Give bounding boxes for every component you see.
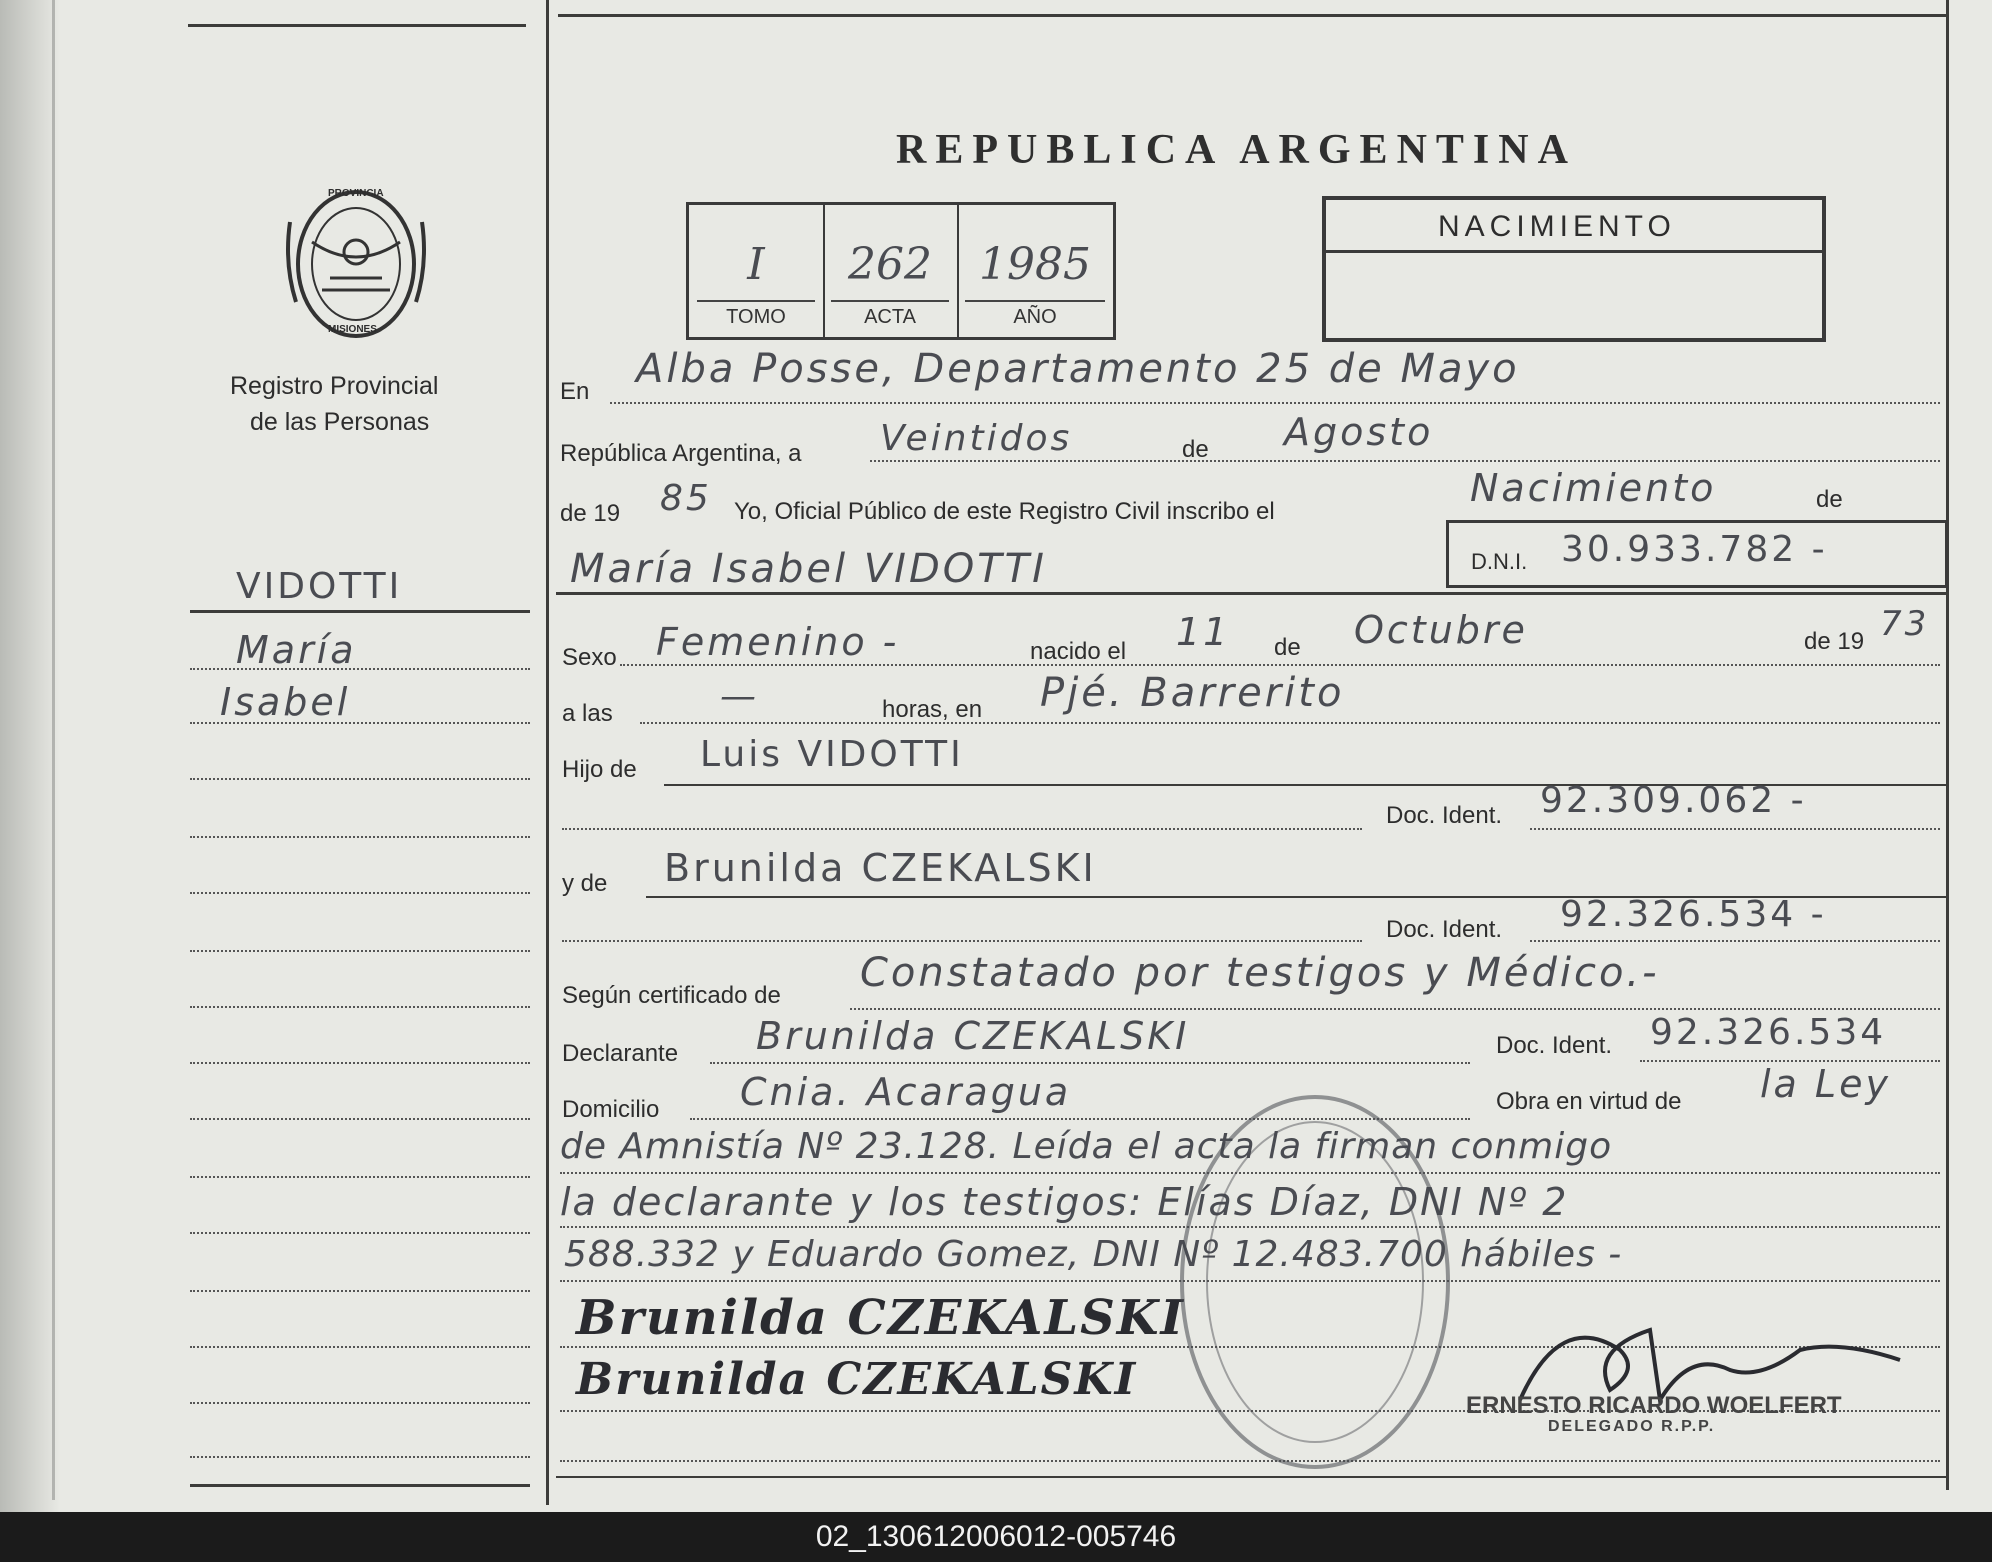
text-line-2: la declarante y los testigos: Elías Díaz, DNI Nº 2 <box>560 1180 1569 1224</box>
hijo-label: Hijo de <box>562 756 637 783</box>
padre-doc: 92.309.062 - <box>1540 780 1807 821</box>
en-label: En <box>560 378 590 405</box>
margin-dots <box>190 836 530 838</box>
year-value: 85 <box>660 478 712 519</box>
line-dots <box>610 402 1940 404</box>
de-label: de <box>1182 436 1209 463</box>
segun-label: Según certificado de <box>562 982 781 1009</box>
ano-label: AÑO <box>965 300 1105 329</box>
margin-bottom-rule <box>190 1484 530 1487</box>
dni-value: 30.933.782 - <box>1561 529 1828 570</box>
doc-label-2: Doc. Ident. <box>1386 916 1503 943</box>
binding-line <box>52 0 55 1500</box>
registry-name-line2: de las Personas <box>250 408 430 436</box>
acta-cell <box>823 205 959 337</box>
month-value: Agosto <box>1284 410 1434 454</box>
margin-name1: María <box>236 628 357 672</box>
bottom-rule <box>556 1476 1948 1478</box>
registry-name-line1: Registro Provincial <box>230 372 439 400</box>
nacido-dia: 11 <box>1176 610 1231 654</box>
de-label-2: de <box>1816 486 1843 513</box>
alas-label: a las <box>562 700 613 727</box>
top-rule-left <box>188 24 526 27</box>
en-value: Alba Posse, Departamento 25 de Mayo <box>636 346 1520 392</box>
tomo-value: I <box>747 239 765 290</box>
doc-label-3: Doc. Ident. <box>1496 1032 1613 1059</box>
act-type-label: NACIMIENTO <box>1438 210 1676 243</box>
margin-dots <box>190 1062 530 1064</box>
de-label-3: de <box>1274 634 1301 661</box>
republica-label: República Argentina, a <box>560 440 802 467</box>
line-dots <box>870 460 1940 462</box>
margin-dots <box>190 1232 530 1234</box>
text-line-1: de Amnistía Nº 23.128. Leída el acta la firman conmigo <box>560 1126 1613 1167</box>
declarante-signature-1: Brunilda CZEKALSKI <box>576 1290 1185 1346</box>
official-title: DELEGADO R.P.P. <box>1548 1418 1716 1435</box>
margin-dots <box>190 1456 530 1458</box>
margin-dots <box>190 1176 530 1178</box>
ano-value: 1985 <box>979 239 1091 290</box>
acta-value: 262 <box>848 239 932 290</box>
margin-dots <box>190 950 530 952</box>
column-divider <box>546 0 549 1505</box>
line-dots <box>640 722 1940 724</box>
tomo-label: TOMO <box>697 300 815 329</box>
sexo-label: Sexo <box>562 644 617 671</box>
margin-rule <box>190 610 530 613</box>
nacido-label: nacido el <box>1030 638 1127 665</box>
line-dots <box>562 940 1362 942</box>
acta-label: ACTA <box>831 300 949 329</box>
margin-name2: Isabel <box>220 680 351 724</box>
document-title: REPUBLICA ARGENTINA <box>896 127 1577 173</box>
margin-dots <box>190 1290 530 1292</box>
ano-cell <box>957 205 1113 337</box>
registry-stamp-inner <box>1206 1121 1424 1443</box>
madre-doc: 92.326.534 - <box>1560 894 1827 935</box>
line-dots <box>710 1062 1470 1064</box>
margin-dots <box>190 778 530 780</box>
seal-top-text: PROVINCIA <box>328 188 384 199</box>
nacido-mes: Octubre <box>1354 608 1528 652</box>
registry-stamp <box>1180 1095 1450 1469</box>
dni-label: D.N.I. <box>1471 549 1528 574</box>
line-dots <box>560 1460 1940 1462</box>
nombre-value: María Isabel VIDOTTI <box>570 546 1047 592</box>
sexo-value: Femenino - <box>656 620 900 664</box>
image-id-caption: 02_130612006012-005746 <box>0 1512 1992 1562</box>
record-number-box <box>686 202 1116 340</box>
day-value: Veintidos <box>880 418 1073 459</box>
declarante-doc: 92.326.534 <box>1650 1012 1887 1053</box>
line-dots <box>850 1008 1940 1010</box>
official-name: ERNESTO RICARDO WOELFERT <box>1466 1392 1842 1419</box>
margin-surname: VIDOTTI <box>236 566 403 607</box>
margin-dots <box>190 1346 530 1348</box>
dni-box <box>1446 520 1948 588</box>
line-dots <box>562 828 1362 830</box>
margin-dots <box>190 1402 530 1404</box>
margin-dots <box>190 1118 530 1120</box>
margin-dots <box>190 892 530 894</box>
horas-label: horas, en <box>882 696 983 723</box>
margin-dots <box>190 1006 530 1008</box>
inscribo-value: Nacimiento <box>1470 466 1717 510</box>
yde-label: y de <box>562 870 608 897</box>
doc-label: Doc. Ident. <box>1386 802 1503 829</box>
margin-dots <box>190 668 530 670</box>
line-dots <box>1530 940 1940 942</box>
name-rule <box>556 592 1948 595</box>
act-type-divider <box>1326 250 1822 253</box>
horas-value: — <box>720 676 759 717</box>
oficial-label: Yo, Oficial Público de este Registro Civil inscribo el <box>734 498 1275 525</box>
nacido-anio: 73 <box>1880 604 1930 644</box>
line-dots <box>1530 828 1940 830</box>
declarante-value: Brunilda CZEKALSKI <box>756 1014 1190 1058</box>
lugar-value: Pjé. Barrerito <box>1040 670 1345 716</box>
declarante-signature-2: Brunilda CZEKALSKI <box>576 1354 1138 1405</box>
certificado-value: Constatado por testigos y Médico.- <box>860 950 1660 996</box>
obra-label: Obra en virtud de <box>1496 1088 1682 1115</box>
de19-label-2: de 19 <box>1804 628 1865 655</box>
padre-value: Luis VIDOTTI <box>700 734 964 775</box>
page-binding-shadow <box>0 0 60 1512</box>
obra-value: la Ley <box>1760 1062 1891 1106</box>
tomo-cell <box>689 205 825 337</box>
misiones-seal-icon <box>282 182 430 344</box>
act-type-box <box>1322 196 1826 342</box>
madre-value: Brunilda CZEKALSKI <box>664 846 1097 890</box>
declarante-label: Declarante <box>562 1040 679 1067</box>
domicilio-label: Domicilio <box>562 1096 660 1123</box>
domicilio-value: Cnia. Acaragua <box>740 1070 1072 1114</box>
text-line-3: 588.332 y Eduardo Gomez, DNI Nº 12.483.700 hábiles - <box>564 1234 1623 1275</box>
seal-bottom-text: MISIONES <box>328 324 377 335</box>
margin-dots <box>190 722 530 724</box>
top-rule-right <box>558 14 1948 17</box>
line-dots <box>620 664 1940 666</box>
right-border <box>1946 0 1949 1490</box>
de19-label: de 19 <box>560 500 621 527</box>
